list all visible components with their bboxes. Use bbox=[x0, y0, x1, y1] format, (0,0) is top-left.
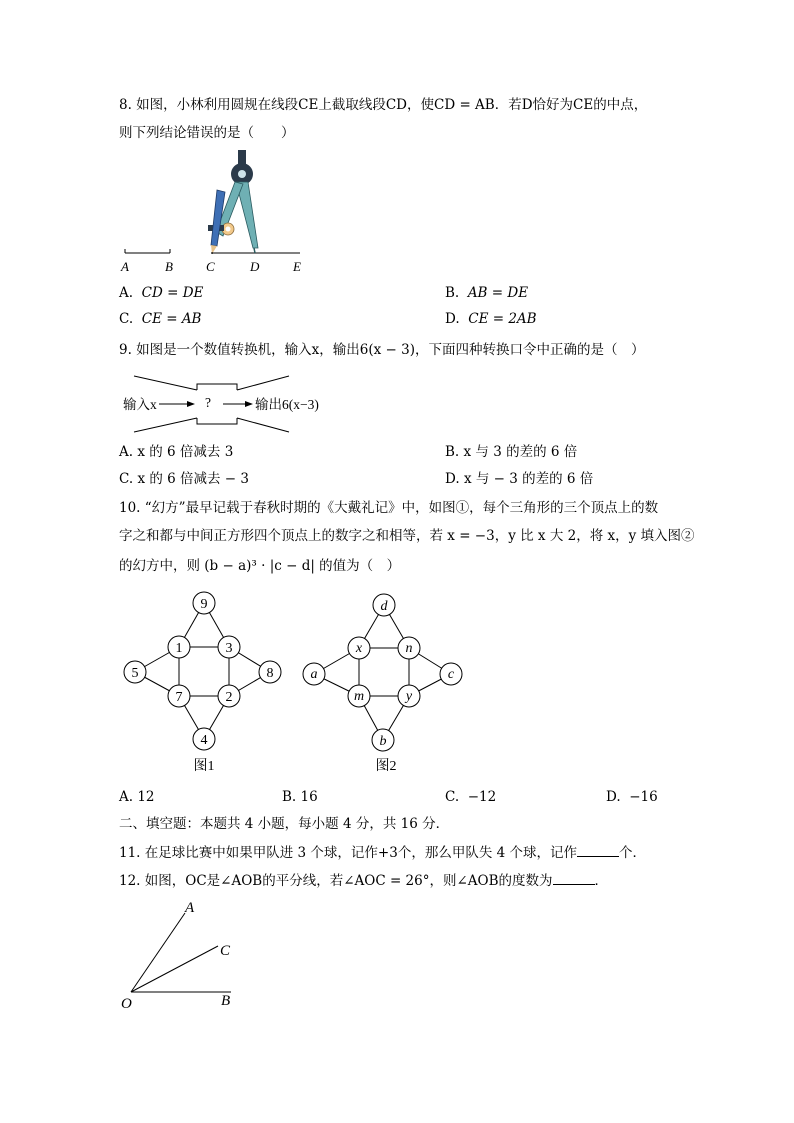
label-D: D bbox=[250, 259, 260, 274]
label-O: O bbox=[121, 996, 132, 1012]
label-B: B bbox=[165, 259, 173, 274]
q8-option-b: B. AB = DE bbox=[445, 285, 529, 301]
q10-option-a: A. 12 bbox=[119, 789, 155, 805]
label-A: A bbox=[121, 259, 129, 274]
q11-stem: 11. 在足球比赛中如果甲队进 3 个球，记作+3个，那么甲队失 4 个球，记作 个． bbox=[119, 842, 646, 863]
q8-option-c: C. CE = AB bbox=[119, 311, 202, 327]
magic-square-figure-2 bbox=[300, 590, 470, 780]
node-bottom: 4 bbox=[200, 733, 208, 748]
input-label: 输入x bbox=[123, 397, 157, 412]
q9-option-a: A. x 的 6 倍减去 3 bbox=[119, 444, 234, 460]
q12-answer-blank[interactable] bbox=[553, 870, 595, 885]
node-x: x bbox=[355, 641, 363, 656]
q10-option-d: D. −16 bbox=[606, 789, 658, 805]
label-A: A bbox=[185, 900, 195, 916]
node-a: a bbox=[310, 667, 318, 682]
q8-option-d: D. CE = 2AB bbox=[445, 311, 537, 327]
label-B: B bbox=[221, 993, 231, 1009]
q9-converter-figure bbox=[119, 374, 349, 434]
node-d: d bbox=[380, 599, 388, 614]
node-right: 8 bbox=[266, 666, 274, 681]
q10-option-c: C. −12 bbox=[445, 789, 497, 805]
node-n: n bbox=[405, 641, 413, 656]
section-heading: 二、填空题：本题共 4 小题，每小题 4 分，共 16 分． bbox=[119, 816, 450, 832]
node-c: c bbox=[447, 667, 455, 682]
label-E: E bbox=[293, 259, 301, 274]
node-left: 5 bbox=[131, 666, 139, 681]
q9-option-b: B. x 与 3 的差的 6 倍 bbox=[445, 444, 578, 460]
q11-answer-blank[interactable] bbox=[577, 842, 619, 857]
node-upper-left: 1 bbox=[175, 641, 183, 656]
q10-option-b: B. 16 bbox=[282, 789, 318, 805]
q12-stem: 12. 如图，OC是∠AOB的平分线，若∠AOC = 26°，则∠AOB的度数为 ． bbox=[119, 870, 608, 891]
q12-angle-figure bbox=[115, 895, 255, 1015]
q9-option-d: D. x 与 − 3 的差的 6 倍 bbox=[445, 471, 594, 487]
node-top: 9 bbox=[200, 597, 208, 612]
figure-1-caption: 图1 bbox=[193, 759, 215, 774]
label-C: C bbox=[220, 943, 231, 959]
output-label: 输出6(x−3) bbox=[255, 397, 319, 412]
label-C: C bbox=[206, 259, 215, 274]
figure-2-caption: 图2 bbox=[375, 759, 397, 774]
q9-stem: 9. 如图是一个数值转换机，输入x，输出6(x − 3)，下面四种转换口令中正确的是（ ） bbox=[119, 342, 645, 358]
node-upper-right: 3 bbox=[225, 641, 233, 656]
q10-stem-line3: 的幻方中，则 (b − a)³ · |c − d| 的值为（ ） bbox=[119, 558, 401, 574]
node-lower-left: 7 bbox=[175, 690, 183, 705]
q8-compass-figure bbox=[115, 148, 315, 276]
node-lower-right: 2 bbox=[225, 690, 233, 705]
q10-stem-line2: 字之和都与中间正方形四个顶点上的数字之和相等，若 x = −3，y 比 x 大 2，将 x，y 填入图② bbox=[119, 528, 695, 544]
q10-stem-line1: 10. “幻方”最早记载于春秋时期的《大戴礼记》中，如图①，每个三角形的三个顶点上的数 bbox=[119, 500, 659, 516]
node-y: y bbox=[405, 689, 413, 704]
q8-option-a: A. CD = DE bbox=[119, 285, 204, 301]
node-b: b bbox=[379, 734, 387, 749]
node-m: m bbox=[353, 689, 365, 704]
converter-box-label: ? bbox=[205, 395, 211, 410]
q8-stem-line1: 8. 如图，小林利用圆规在线段CE上截取线段CD，使CD = AB．若D恰好为CE的中点， bbox=[119, 97, 648, 113]
compass-icon bbox=[208, 150, 258, 254]
magic-square-figure-1 bbox=[120, 590, 290, 780]
q9-option-c: C. x 的 6 倍减去 − 3 bbox=[119, 471, 249, 487]
q8-stem-line2: 则下列结论错误的是（ ） bbox=[119, 125, 295, 141]
